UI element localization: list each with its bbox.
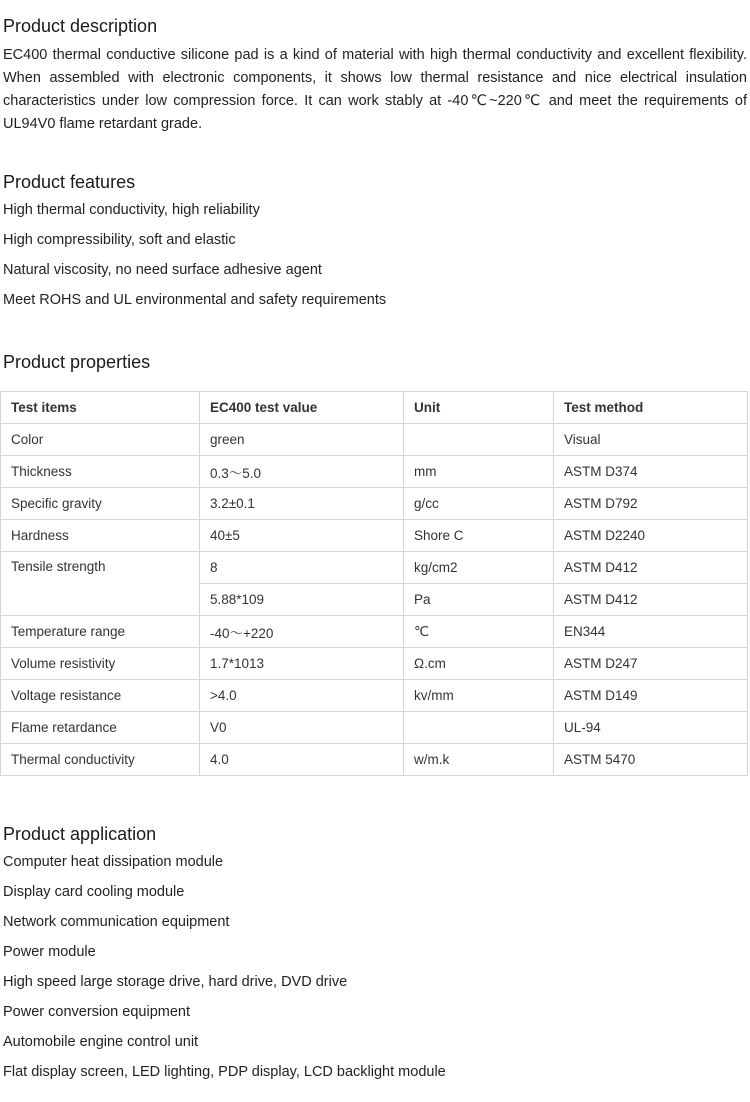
column-header: Test method [554,392,748,424]
application-item: High speed large storage drive, hard drive, DVD drive [3,974,348,990]
table-header-row [1,392,748,424]
table-row [1,488,748,520]
properties-table [0,391,748,776]
feature-item: High thermal conductivity, high reliability [3,202,260,218]
cell-unit: Ω.cm [404,648,554,680]
cell-item: Voltage resistance [1,680,200,712]
cell-value: green [200,424,404,456]
cell-value: 4.0 [200,744,404,776]
cell-unit: kv/mm [404,680,554,712]
cell-item: Volume resistivity [1,648,200,680]
application-item: Computer heat dissipation module [3,854,224,870]
features-list [3,195,750,315]
cell-item: Tensile strength [1,552,200,616]
cell-method: ASTM 5470 [554,744,748,776]
cell-item: Flame retardance [1,712,200,744]
description-text: EC400 thermal conductive silicone pad is a kind of material with high thermal conductivity and excellent flexibility. When assembled with electronic components, it shows low thermal resistance and nice electrical insulation characteristics under low compression force. It can work stably at -40℃~220℃ and meet the requirements of UL94V0 flame retardant grade. [3,47,747,132]
cell-item: Thermal conductivity [1,744,200,776]
application-item: Power module [3,944,96,960]
cell-method: ASTM D412 [554,584,748,616]
table-row [1,648,748,680]
cell-method: ASTM D2240 [554,520,748,552]
cell-unit: Shore C [404,520,554,552]
column-header: Unit [404,392,554,424]
cell-method: EN344 [554,616,748,648]
application-list [3,847,750,1087]
properties-heading: Product properties [3,352,151,372]
cell-value: V0 [200,712,404,744]
cell-method: ASTM D792 [554,488,748,520]
cell-unit: Pa [404,584,554,616]
cell-item: Thickness [1,456,200,488]
cell-value: -40～+220 [200,616,404,648]
feature-item: Natural viscosity, no need surface adhesive agent [3,262,322,278]
cell-unit: kg/cm2 [404,552,554,584]
application-item: Network communication equipment [3,914,230,930]
table-row [1,424,748,456]
table-row [1,744,748,776]
cell-value: 0.3～5.0 [200,456,404,488]
table-row [1,456,748,488]
cell-method: Visual [554,424,748,456]
cell-unit [404,424,554,456]
column-header: Test items [1,392,200,424]
features-section [3,171,750,315]
table-row [1,616,748,648]
cell-unit: w/m.k [404,744,554,776]
cell-method: UL-94 [554,712,748,744]
cell-method: ASTM D247 [554,648,748,680]
table-row [1,712,748,744]
application-item: Flat display screen, LED lighting, PDP display, LCD backlight module [3,1064,446,1080]
table-row [1,552,748,584]
feature-item: Meet ROHS and UL environmental and safety requirements [3,292,387,308]
feature-item: High compressibility, soft and elastic [3,232,236,248]
cell-value: 40±5 [200,520,404,552]
cell-value: 1.7*1013 [200,648,404,680]
cell-unit: g/cc [404,488,554,520]
cell-value: >4.0 [200,680,404,712]
application-item: Automobile engine control unit [3,1034,199,1050]
cell-value: 3.2±0.1 [200,488,404,520]
cell-item: Specific gravity [1,488,200,520]
cell-unit: ℃ [404,616,554,648]
cell-value: 8 [200,552,404,584]
cell-method: ASTM D374 [554,456,748,488]
cell-method: ASTM D149 [554,680,748,712]
cell-item: Hardness [1,520,200,552]
cell-item: Temperature range [1,616,200,648]
cell-item: Color [1,424,200,456]
properties-section [0,351,750,776]
column-header: EC400 test value [200,392,404,424]
description-section [3,15,750,136]
cell-unit: mm [404,456,554,488]
cell-method: ASTM D412 [554,552,748,584]
cell-unit [404,712,554,744]
cell-value: 5.88*109 [200,584,404,616]
description-heading: Product description [3,16,158,36]
application-item: Display card cooling module [3,884,185,900]
features-heading: Product features [3,172,136,192]
table-row [1,680,748,712]
application-heading: Product application [3,824,157,844]
table-row [1,520,748,552]
application-section [3,823,750,1087]
application-item: Power conversion equipment [3,1004,190,1020]
